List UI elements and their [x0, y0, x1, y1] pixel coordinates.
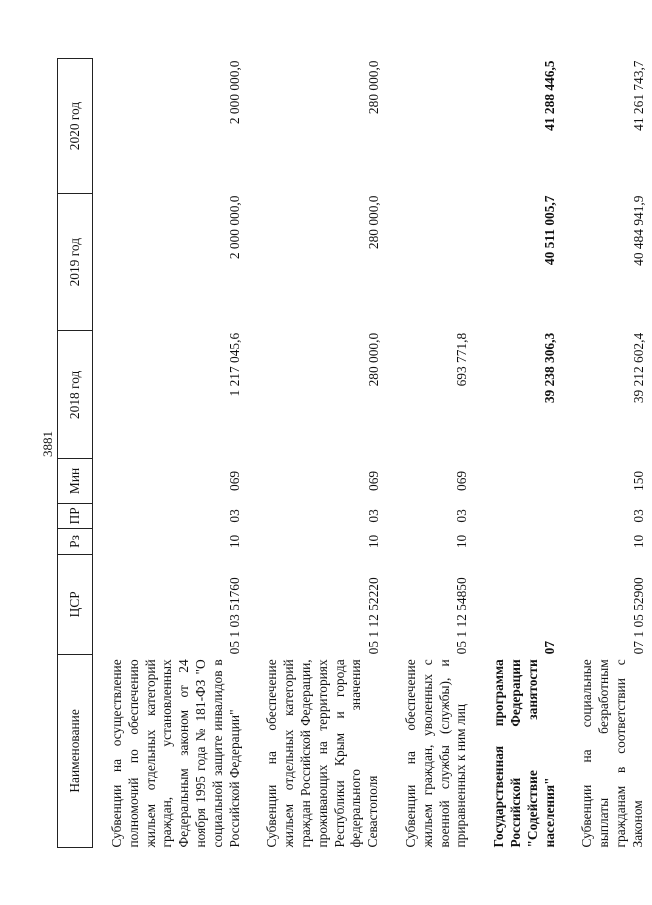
row-2018: 39 238 306,3 — [542, 332, 558, 404]
row-name: Субвенции на осуществление полномочий по обеспечению жильем отдельных категорий граждан, установленных Федеральным законом от 24 ноября 1995 года № 181-ФЗ "О социальной защите инвалидов в Российской Федерации" — [109, 659, 242, 848]
rotated-page-content — [57, 58, 646, 848]
row-pr: 03 — [630, 509, 646, 523]
row-2020: 2 000 000,0 — [227, 60, 243, 125]
row-pr — [491, 503, 563, 529]
table-row — [403, 59, 475, 848]
row-2019: 280 000,0 — [365, 195, 381, 250]
row-rz: 10 — [454, 534, 470, 549]
row-pr: 03 — [365, 509, 381, 523]
row-2019 — [403, 194, 475, 331]
page-number: 3881 — [40, 431, 55, 457]
table-header-row — [58, 59, 93, 848]
row-2020: 280 000,0 — [365, 60, 381, 115]
row-min: 069 — [227, 470, 243, 491]
table-row — [264, 59, 387, 848]
row-2020 — [403, 59, 475, 194]
row-min: 069 — [454, 470, 470, 491]
row-csr: 05 1 12 54850 — [454, 577, 470, 655]
row-min: 150 — [630, 470, 646, 491]
budget-table — [57, 58, 652, 848]
row-csr: 05 1 03 51760 — [227, 577, 243, 655]
row-rz: 10 — [227, 534, 243, 549]
row-name: Государственная программа Российской Федерации "Содействие занятости населения" — [491, 659, 557, 848]
header-csr: ЦСР — [58, 554, 93, 654]
table-row — [491, 59, 563, 848]
row-2018: 280 000,0 — [365, 332, 381, 387]
row-2019: 40 484 941,9 — [630, 195, 646, 266]
row-2018: 39 212 602,4 — [630, 332, 646, 404]
row-name: Субвенции на социальные выплаты безработным гражданам в соответствии с Законом — [579, 659, 645, 848]
table-row — [109, 59, 248, 848]
row-name: Субвенции на обеспечение жильем отдельных категорий граждан Российской Федерации, проживающих на территориях Республики Крым и города федерального значения Севастополя — [264, 659, 381, 848]
row-csr: 05 1 12 52220 — [365, 577, 381, 655]
table-row — [579, 59, 651, 848]
row-csr: 07 1 05 52900 — [630, 577, 646, 655]
row-2018: 693 771,8 — [454, 332, 470, 387]
header-name: Наименование — [58, 654, 93, 847]
row-name: Субвенции на обеспечение жильем граждан, уволенных с военной службы (службы), и приравненных к ним лиц — [402, 659, 469, 848]
row-min — [491, 459, 563, 503]
row-rz — [491, 529, 563, 555]
row-pr: 03 — [227, 509, 243, 523]
row-2020: 41 261 743,7 — [630, 60, 646, 131]
header-pr: ПР — [58, 503, 93, 529]
row-rz: 10 — [630, 534, 646, 549]
row-2018: 1 217 045,6 — [227, 332, 243, 397]
header-2019: 2019 год — [58, 194, 93, 331]
row-rz: 10 — [365, 534, 381, 549]
row-pr: 03 — [454, 509, 470, 523]
row-2019: 2 000 000,0 — [227, 195, 243, 260]
row-min: 069 — [365, 470, 381, 491]
header-2018: 2018 год — [58, 331, 93, 459]
header-rz: Рз — [58, 529, 93, 555]
row-2020: 41 288 446,5 — [542, 60, 558, 131]
header-2020: 2020 год — [58, 59, 93, 194]
header-min: Мин — [58, 459, 93, 503]
row-csr: 07 — [542, 640, 558, 655]
row-2019: 40 511 005,7 — [542, 195, 558, 266]
